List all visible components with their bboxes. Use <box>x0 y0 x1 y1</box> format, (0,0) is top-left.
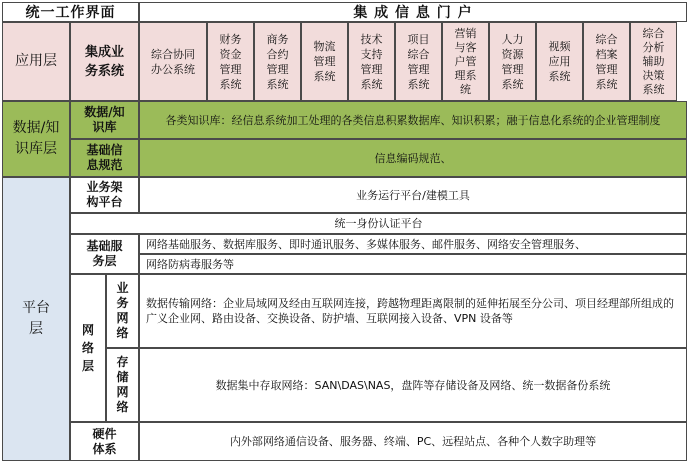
integrated-portal-header: 集 成 信 息 门 户 <box>139 2 687 22</box>
infrastructure-services-label: 基础服 务层 <box>70 234 139 274</box>
hardware-system-content: 内外部网络通信设备、服务器、终端、PC、远程站点、各种个人数字助理等 <box>139 422 687 461</box>
knowledge-base-label: 数据/知 识库 <box>70 101 139 139</box>
data-knowledge-layer-label: 数据/知 识库层 <box>2 101 70 177</box>
application-system-cell: 综合 分析 辅助 决策 系统 <box>630 22 677 101</box>
basic-info-standard-label: 基础信 息规范 <box>70 139 139 177</box>
unified-interface-header: 统一工作界面 <box>2 2 139 22</box>
knowledge-base-content: 各类知识库：经信息系统加工处理的各类信息积累数据库、知识积累；融于信息化系统的企业管理制度 <box>139 101 687 139</box>
infrastructure-services-line1: 网络基础服务、数据库服务、即时通讯服务、多媒体服务、邮件服务、网络安全管理服务、 <box>139 234 687 254</box>
application-system-cell: 营销 与客 户管 理系 统 <box>442 22 489 101</box>
infrastructure-services-line2: 网络防病毒服务等 <box>139 254 687 274</box>
application-system-cell: 技术 支持 管理 系统 <box>348 22 395 101</box>
storage-network-label: 存 储 网 络 <box>106 348 139 422</box>
integrated-business-systems-label: 集成业 务系统 <box>70 22 139 101</box>
business-network-content: 数据传输网络：企业局域网及经由互联网连接，跨越物理距离限制的延伸拓展至分公司、项目经理部所组成的广义企业网、路由设备、交换设备、防护墙、互联网接入设备、VPN 设备等 <box>139 274 687 348</box>
network-layer-label: 网 络 层 <box>70 274 106 422</box>
application-system-cell: 财务 资金 管理 系统 <box>207 22 254 101</box>
business-architecture-content: 业务运行平台/建模工具 <box>139 177 687 213</box>
application-system-cell: 视频 应用 系统 <box>536 22 583 101</box>
application-system-cell: 项目 综合 管理 系统 <box>395 22 442 101</box>
application-system-cell: 综合协同 办公系统 <box>139 22 207 101</box>
unified-identity-auth-platform: 统一身份认证平台 <box>70 213 687 234</box>
application-system-cell: 物流 管理 系统 <box>301 22 348 101</box>
platform-layer-label: 平台 层 <box>2 177 70 461</box>
application-system-cell: 综合 档案 管理 系统 <box>583 22 630 101</box>
storage-network-content: 数据集中存取网络：SAN\DAS\NAS，盘阵等存储设备及网络、统一数据备份系统 <box>139 348 687 422</box>
application-system-cell: 商务 合约 管理 系统 <box>254 22 301 101</box>
business-network-label: 业 务 网 络 <box>106 274 139 348</box>
application-system-cell: 人力 资源 管理 系统 <box>489 22 536 101</box>
business-architecture-label: 业务架 构平台 <box>70 177 139 213</box>
hardware-system-label: 硬件 体系 <box>70 422 139 461</box>
application-layer-label: 应用层 <box>2 22 70 101</box>
basic-info-standard-content: 信息编码规范、 <box>139 139 687 177</box>
